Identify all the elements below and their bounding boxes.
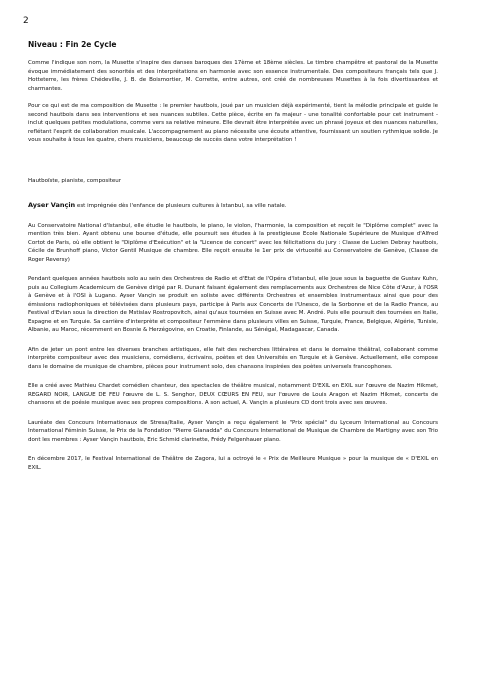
bio-intro-paragraph (28, 201, 438, 211)
bio-paragraph-education: Au Conservatoire National d'Istanbul, elle étudie le hautbois, le piano, le violon, l'harmonie, la composition et reçoit le "Diplôme complet" avec la mention très bien. Ayant obtenu une bourse d'étude, elle poursuit ses études à la prestigieuse Ecole Nationale Supérieure de Musique d'Alfred Cortot de Paris, où elle obtient le "Diplôme d'Exécution" et la "Licence de concert" avec les félicitations du jury : Classe de Lucien Debray hautbois, Cécile de Brunhoff piano, Victor Gentil Musique de chambre. Elle reçoit ensuite le 1er prix de virtuosité au Conservatoire de Genève, (Classe de Roger Reversy) (28, 222, 438, 263)
bio-paragraph-awards: Lauréate des Concours Internationaux de Stresa/Italie, Ayser Vançin a reçu également le "Prix spécial" du Lyceum International au Concours International Féminin Suisse, le Prix de la Fondation "Pierre Gianadda" du Concours International de Musique de Chambre de Martigny avec son Trio dont les membres : Ayser Vançin hautbois, Eric Schmid clarinette, Frédy Felgenhauer piano. (28, 419, 438, 443)
intro-paragraph-1: Comme l'indique son nom, la Musette s'inspire des danses baroques des 17ème et 18ème siècles. Le timbre champêtre et pastoral de la Musette évoque immédiatement des sonorités et des interprétations en harmonie avec son essence instrumentale. Des compositeurs français tels que J. Hotteterre, les frères Chédeville, J. B. de Boismortier, M. Corrette, entre autres, ont créé de nombreuses Musettes à la fois divertissantes et charmantes. (28, 60, 438, 92)
bio-paragraph-festival: En décembre 2017, le Festival International de Théâtre de Zagora, lui a octroyé le « Prix de Meilleure Musique » pour la musique de « D'EXIL en EXIL. (28, 456, 438, 471)
level-heading: Niveau : Fin 2e Cycle (28, 40, 117, 49)
page-number: 2 (23, 16, 29, 26)
composer-role: Hautboïste, pianiste, compositeur (28, 177, 122, 184)
composer-name: Ayser Vançin (28, 201, 76, 209)
bio-paragraph-research: Afin de jeter un pont entre les diverses branches artistiques, elle fait des recherches littéraires et dans le domaine théâtral, collaborant comme interprète compositeur avec des musiciens, comédiens, écrivains, poètes et des Universités en Turquie et à Genève. Actuellement, elle compose dans le domaine de musique de chambre, pièces pour instrument solo, des chansons inspirées des poètes universels francophones. (28, 346, 438, 370)
bio-paragraph-theatre: Elle a créé avec Mathieu Chardet comédien chanteur, des spectacles de théâtre musical, notamment D'EXIL en EXIL sur l'œuvre de Nazim Hikmet, REGARD NOIR, LANGUE DE FEU l'œuvre de L. S. Senghor, DEUX CŒURS EN FEU, sur l'œuvre de Louis Aragon et Nazim Hikmet, concerts de chansons et de poésie musique avec ses propres compositions. A son actuel, A. Vançin a plusieurs CD dont trois avec ses œuvres. (28, 383, 438, 406)
bio-paragraph-career: Pendant quelques années hautbois solo au sein des Orchestres de Radio et d'Etat de l'Opéra d'Istanbul, elle joue sous la baguette de Gustav Kuhn, puis au Collegium Academicum de Genève dirigé par R. Dunant faisant également des remplacements aux Orchestres de Nice Côte d'Azur, à l'OSR à Genève et à l'OSI à Lugano. Ayser Vançin se produit en soliste avec différents Orchestres et ensembles instrumentaux ainsi que pour des émissions radiophoniques et télévisées dans plusieurs pays, participe à Paris aux Concerts de l'Unesco, de la Sorbonne et de la Radio France, au Festival d'Evian sous la direction de Mstislav Rostropovitch, ainsi qu'aux tournées en Suisse avec M. André. Puis elle poursuit des tournées en Italie, Espagne et en Turquie. Sa carrière d'interprète et compositeur l'emmène dans plusieurs villes en Suisse, Turquie, France, Belgique, Algérie, Tunisie, Albanie, au Maroc, récemment en Bosnie & Herzégovine, en Croatie, Finlande, au Sénégal, Madagascar, Canada. (28, 276, 438, 333)
intro-paragraph-2: Pour ce qui est de ma composition de Musette : le premier hautbois, joué par un musicien déjà expérimenté, tient la mélodie principale et guide le second hautbois dans ses interventions et ses nuances subtiles. Cette pièce, écrite en fa majeur - une tonalité confortable pour cet instrument - inclut quelques petites modulations, comme vers sa relative mineure. Elle devrait être interprétée avec un phrasé joyeux et des nuances naturelles, reflétant l'esprit de collaboration musicale. L'accompagnement au piano nécessite une écoute attentive, fournissant un soutien rythmique solide. Je vous souhaite à tous les quatre, chers musiciens, beaucoup de succès dans votre interprétation ! (28, 103, 438, 143)
document-content (28, 40, 438, 483)
bio-intro-text: est imprégnée dès l'enfance de plusieurs cultures à Istanbul, sa ville natale. (75, 203, 287, 209)
